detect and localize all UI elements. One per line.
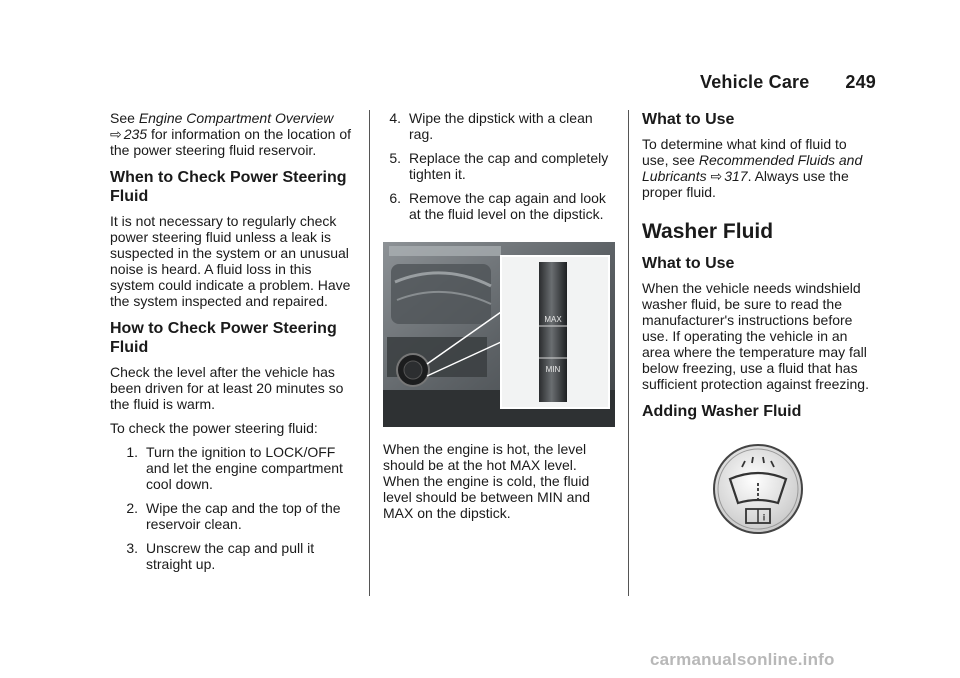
when-to-check-heading: When to Check Power Steering Fluid (110, 169, 347, 205)
column-3 (642, 110, 874, 537)
svg-text:i: i (762, 512, 766, 523)
page-ref-arrow-icon: ⇨ (710, 168, 723, 184)
steps-list-1 (110, 444, 356, 572)
list-item: 1. Turn the ignition to LOCK/OFF and let the engine compartment cool down. (126, 444, 343, 492)
column-1 (110, 110, 356, 580)
min-label: MIN (545, 365, 561, 374)
list-item: 3. Unscrew the cap and pull it straight up. (126, 540, 315, 572)
dipstick-figure (383, 242, 615, 427)
cross-reference-page[interactable]: 317 (724, 168, 748, 184)
list-item: 5. Replace the cap and completely tighten it. (389, 150, 609, 182)
when-to-check-body: It is not necessary to regularly check power steering fluid unless a leak is suspected in the system or an unusual noise is heard. A fluid loss in this system could indicate a problem. Have the system inspected and repaired. (110, 213, 351, 309)
how-to-check-body: Check the level after the vehicle has been driven for at least 20 minutes so the fluid is warm. (110, 364, 344, 412)
max-label: MAX (544, 315, 562, 324)
dipstick-rod (539, 262, 567, 402)
list-item: 4. Wipe the dipstick with a clean rag. (389, 110, 593, 142)
intro-paragraph: See Engine Compartment Overview ⇨ 235 for information on the location of the power steering fluid reservoir. (110, 110, 351, 158)
cross-reference-link[interactable]: Engine Compartment Overview (138, 110, 334, 126)
washer-body: When the vehicle needs windshield washer fluid, be sure to read the manufacturer's instructions before use. If operating the vehicle in an area where the temperature may fall below freezing, use a fluid that has sufficient protection against freezing. (642, 280, 869, 392)
page-number: 249 (845, 72, 876, 92)
steps-list-2 (383, 110, 615, 222)
page-ref-arrow-icon: ⇨ (110, 126, 122, 142)
column-divider-2 (628, 110, 629, 596)
washer-fluid-heading: Washer Fluid (642, 220, 774, 243)
washer-what-to-use-heading: What to Use (642, 255, 735, 272)
what-to-use-heading: What to Use (642, 111, 735, 128)
column-2 (383, 110, 615, 529)
steps-intro: To check the power steering fluid: (110, 420, 318, 436)
page-header (700, 72, 876, 93)
fluid-level-paragraph: When the engine is hot, the level should be at the hot MAX level. When the engine is cold, the fluid level should be between MIN and MAX on the dipstick. (383, 441, 591, 521)
list-item: 6. Remove the cap again and look at the fluid level on the dipstick. (389, 190, 606, 222)
washer-fluid-cap-icon (708, 441, 808, 537)
watermark: carmanualsonline.info (650, 650, 835, 669)
how-to-check-heading: How to Check Power Steering Fluid (110, 320, 337, 356)
cross-reference-link[interactable]: Recommended Fluids and Lubricants (642, 152, 863, 184)
adding-washer-fluid-heading: Adding Washer Fluid (642, 403, 802, 420)
section-title: Vehicle Care (700, 72, 810, 92)
list-item: 2. Wipe the cap and the top of the reservoir clean. (126, 500, 341, 532)
column-divider-1 (369, 110, 370, 596)
cross-reference-page[interactable]: 235 (123, 126, 148, 142)
what-to-use-body: To determine what kind of fluid to use, see Recommended Fluids and Lubricants ⇨ 317. Always use the proper fluid. (642, 136, 863, 200)
